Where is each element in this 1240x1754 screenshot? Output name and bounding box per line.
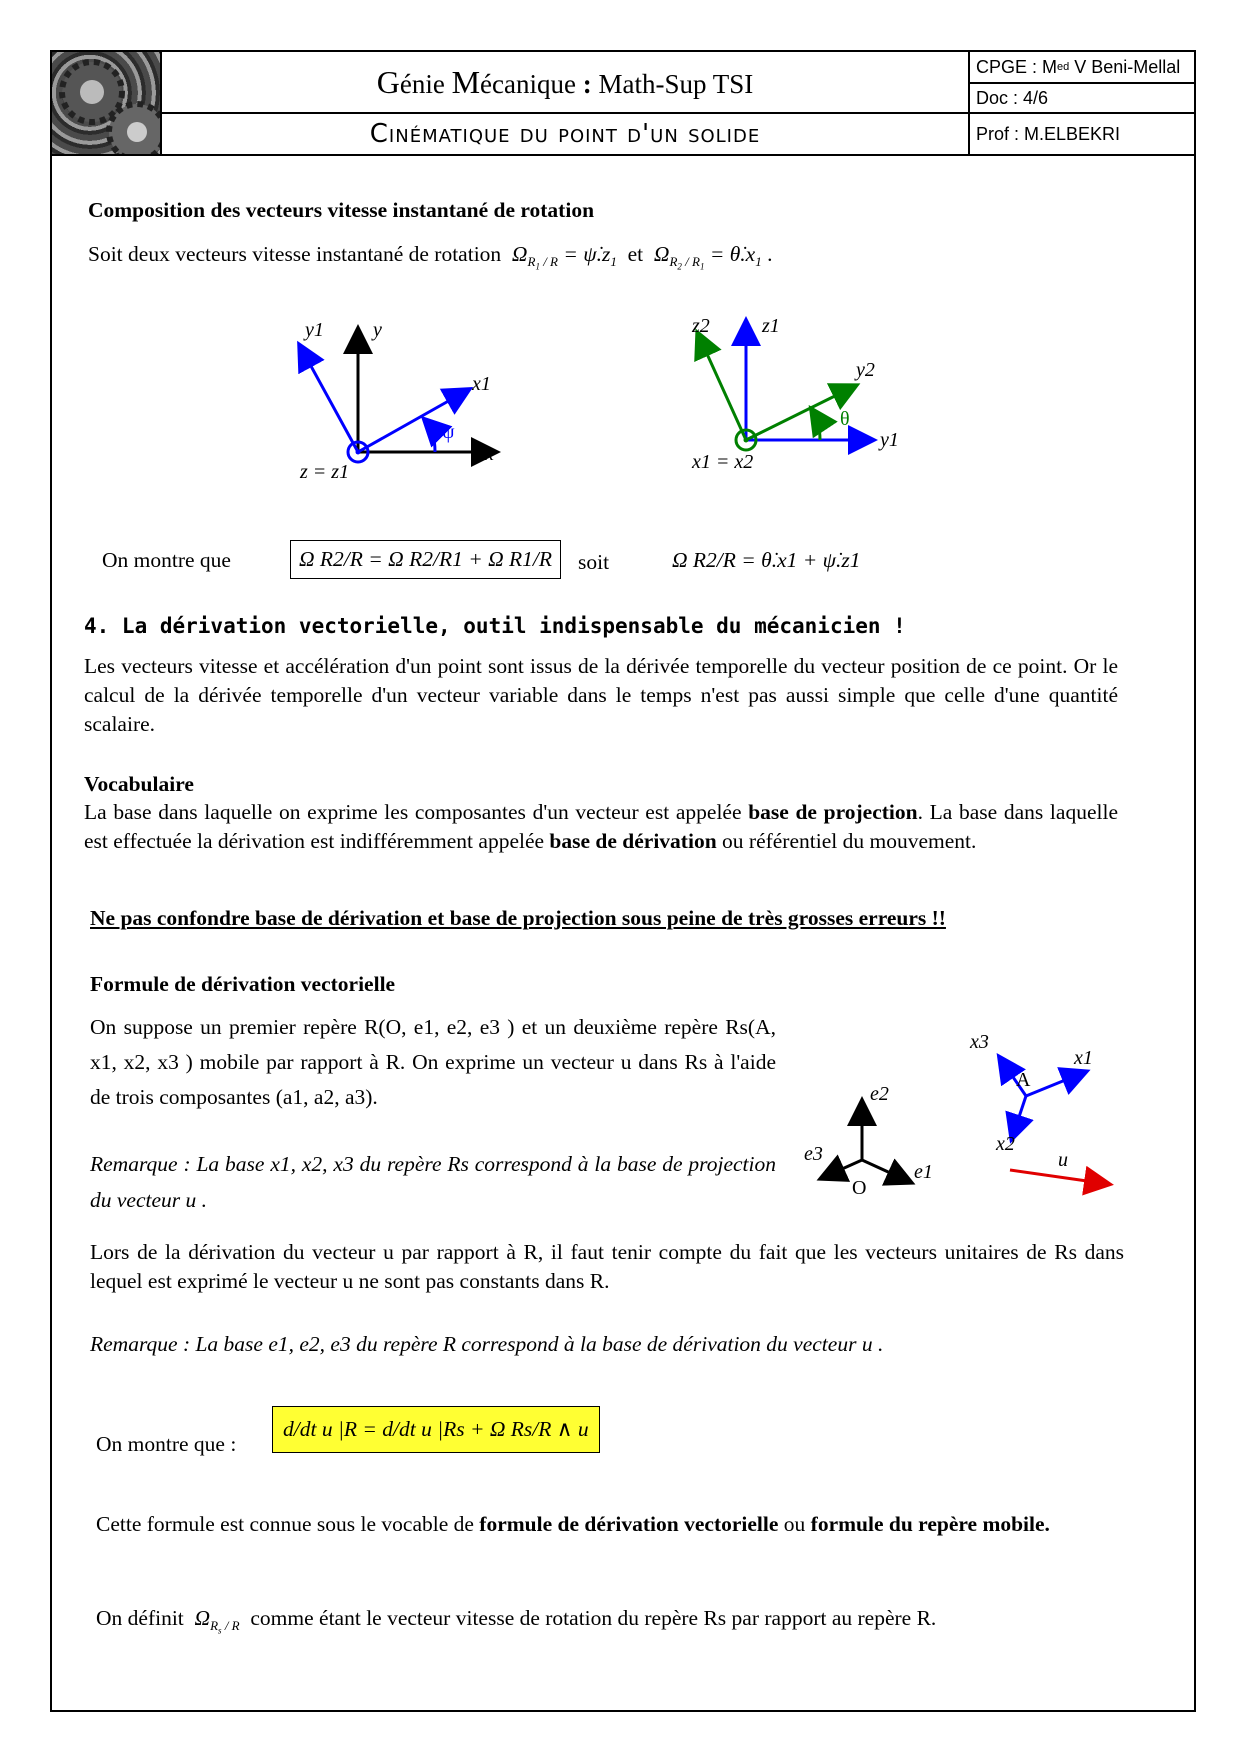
header-subtitle: Cinématique du point d'un solide — [162, 114, 970, 156]
fig2-theta: θ — [840, 408, 850, 430]
header-title: Génie Mécanique : Math-Sup TSI — [162, 52, 970, 114]
fig3-O: O — [852, 1177, 867, 1199]
school-label: CPGE : M ed V Beni-Mellal — [970, 52, 1196, 84]
vocab-heading: Vocabulaire — [84, 772, 194, 796]
formula-paragraph-3: Cette formule est connue sous le vocable de formule de dérivation vectorielle ou formule du repère mobile. — [96, 1512, 1050, 1536]
formula-show-label: On montre que : — [96, 1432, 237, 1456]
rotation-figure-psi — [280, 310, 520, 490]
fig3-A: A — [1016, 1069, 1031, 1091]
fig2-z1: z1 — [762, 315, 780, 337]
fig1-psi: ψ — [442, 421, 455, 443]
fig3-u: u — [1058, 1149, 1068, 1171]
formula-remark-1: Remarque : La base x1, x2, x3 du repère Rs correspond à la base de projection du vecteur u . — [90, 1152, 776, 1212]
composition-result-equation: Ω R2/R = θ̇.x1 + ψ̇.z1 — [672, 548, 861, 572]
prof-label: Prof : M.ELBEKRI — [970, 114, 1196, 156]
fig1-z: z = z1 — [300, 461, 350, 483]
fig2-x: x1 = x2 — [692, 451, 754, 473]
frames-figure — [790, 1010, 1120, 1210]
fig3-e2: e2 — [870, 1083, 889, 1105]
section4-heading: 4. La dérivation vectorielle, outil indispensable du mécanicien ! — [84, 614, 906, 638]
fig1-x1: x1 — [472, 373, 491, 395]
gears-logo — [52, 52, 162, 156]
formula-paragraph-1: On suppose un premier repère R(O, e1, e2, e3 ) et un deuxième repère Rs(A, x1, x2, x3 ) mobile par rapport à R. On exprime un vecteur u dans Rs à l'aide de trois composantes (a1, a2, a3). — [90, 1015, 776, 1109]
fig3-x3: x3 — [970, 1031, 989, 1053]
composition-soit: soit — [578, 550, 610, 574]
fig2-z2: z2 — [692, 315, 710, 337]
vocab-paragraph: La base dans laquelle on exprime les composantes d'un vecteur est appelée base de projection. La base dans laquelle est effectuée la dérivation est indifféremment appelée base de dérivation ou référentiel du mouvement. — [84, 800, 1118, 853]
formula-remark-2: Remarque : La base e1, e2, e3 du repère R correspond à la base de dérivation du vecteur u . — [90, 1332, 884, 1356]
composition-intro: Soit deux vecteurs vitesse instantané de rotation $\Omega_{R_1 / R}$ = $\psi̇.z_1$ et $\Omega_{R_2 / R_1}$ = $\thetȧ.x_1$ . — [88, 242, 773, 272]
composition-heading: Composition des vecteurs vitesse instantané de rotation — [88, 198, 595, 222]
section4-paragraph: Les vecteurs vitesse et accélération d'un point sont issus de la dérivée temporelle du vecteur position de ce point. Or le calcul de la dérivée temporelle d'un vecteur variable dans le temps n'est pas aussi simple que celle d'une quantité scalaire. — [84, 654, 1118, 736]
rotation-figure-theta — [680, 310, 920, 490]
fig3-x1: x1 — [1074, 1047, 1093, 1069]
fig2-y2: y2 — [856, 359, 875, 381]
fig2-y1: y1 — [880, 429, 899, 451]
page-frame — [50, 50, 1196, 1712]
composition-show-label: On montre que — [102, 548, 231, 572]
composition-boxed-equation: Ω R2/R = Ω R2/R1 + Ω R1/R — [290, 540, 561, 579]
fig1-y1: y1 — [305, 319, 324, 341]
doc-label: Doc : 4/6 — [970, 84, 1196, 114]
formula-paragraph-2: Lors de la dérivation du vecteur u par rapport à R, il faut tenir compte du fait que les vecteurs unitaires de Rs dans lequel est exprimé le vecteur u ne sont pas constants dans R. — [90, 1240, 1124, 1293]
fig3-x2: x2 — [996, 1133, 1015, 1155]
vocab-warning: Ne pas confondre base de dérivation et base de projection sous peine de très grosses erreurs !! — [90, 906, 946, 930]
formula-equation: d/dt u |R = d/dt u |Rs + Ω Rs/R ∧ u — [272, 1406, 600, 1453]
fig3-e3: e3 — [804, 1143, 823, 1165]
fig3-e1: e1 — [914, 1161, 933, 1183]
fig1-x: x — [485, 443, 494, 465]
formula-heading: Formule de dérivation vectorielle — [90, 972, 396, 996]
formula-paragraph-4: On définit $\Omega_{R_s / R}$ comme étant le vecteur vitesse de rotation du repère Rs par rapport au repère R. — [96, 1606, 937, 1636]
fig1-y: y — [373, 319, 382, 341]
